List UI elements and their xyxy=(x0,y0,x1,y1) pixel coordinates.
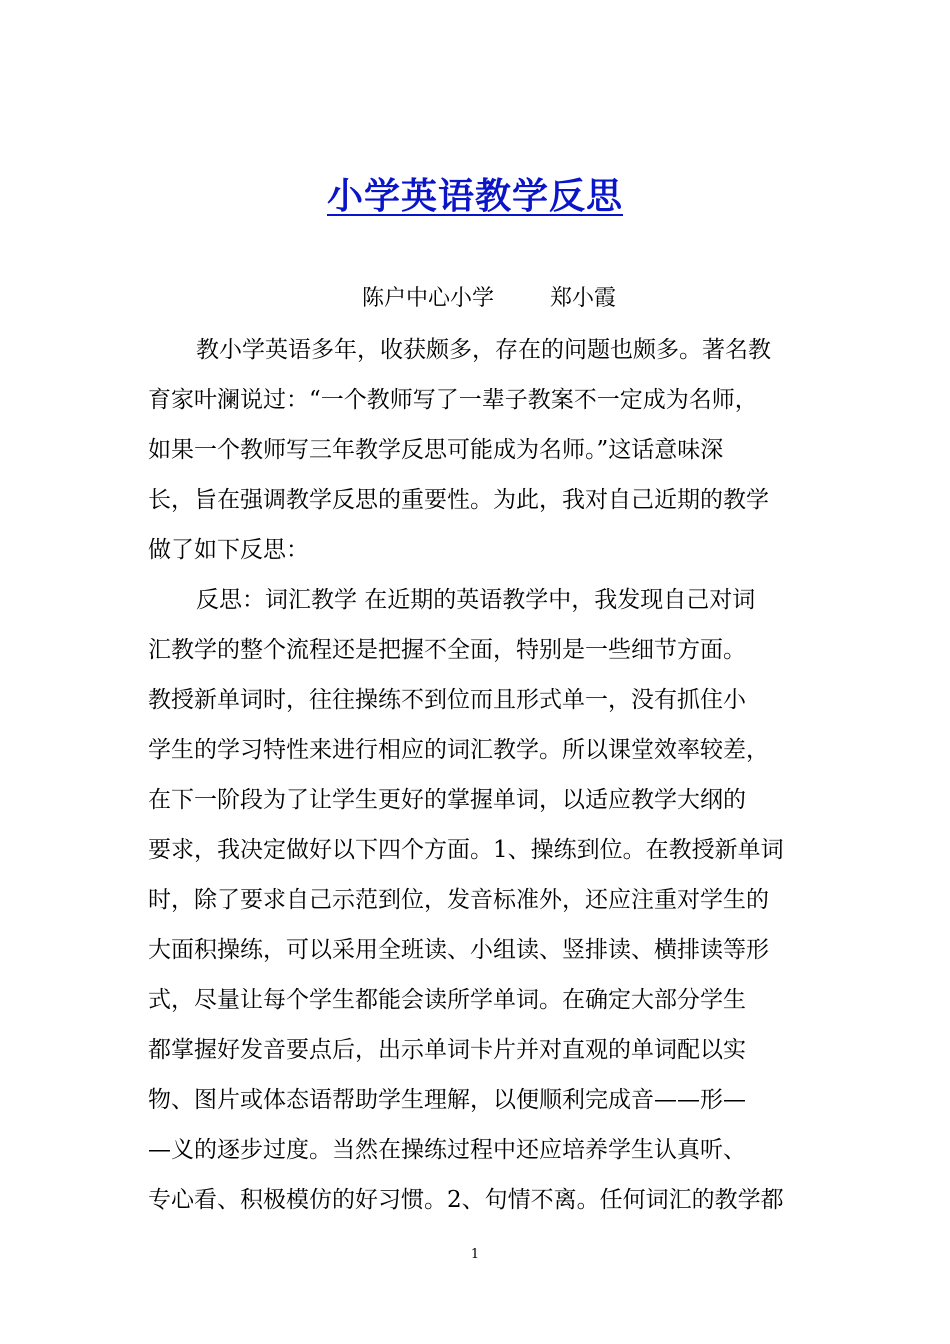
body-line: —义的逐步过度。当然在操练过程中还应培养学生认真听、 xyxy=(148,1137,746,1163)
body-line: 专心看、积极模仿的好习惯。2、句情不离。任何词汇的教学都 xyxy=(148,1187,784,1213)
body-line: 做了如下反思： xyxy=(148,537,309,563)
document-title xyxy=(0,172,950,220)
body-line: 都掌握好发音要点后，出示单词卡片并对直观的单词配以实 xyxy=(148,1037,746,1063)
body-line: 教小学英语多年，收获颇多，存在的问题也颇多。著名教 xyxy=(196,337,771,363)
body-line: 在下一阶段为了让学生更好的掌握单词，以适应教学大纲的 xyxy=(148,787,746,813)
page-number: 1 xyxy=(470,1247,480,1262)
body-line: 反思：词汇教学 在近期的英语教学中，我发现自己对词 xyxy=(196,587,756,613)
body-line: 育家叶澜说过：“一个教师写了一辈子教案不一定成为名师， xyxy=(148,387,758,413)
body-line: 时，除了要求自己示范到位，发音标准外，还应注重对学生的 xyxy=(148,887,769,913)
body-line: 汇教学的整个流程还是把握不全面，特别是一些细节方面。 xyxy=(148,637,746,663)
body-line: 式，尽量让每个学生都能会读所学单词。在确定大部分学生 xyxy=(148,987,746,1013)
body-line: 要求，我决定做好以下四个方面。1、操练到位。在教授新单词 xyxy=(148,837,784,863)
body-line: 物、图片或体态语帮助学生理解，以便顺利完成音——形— xyxy=(148,1087,746,1113)
body-line: 学生的学习特性来进行相应的词汇教学。所以课堂效率较差， xyxy=(148,737,769,763)
body-line: 大面积操练，可以采用全班读、小组读、竖排读、横排读等形 xyxy=(148,937,769,963)
body-line: 教授新单词时，往往操练不到位而且形式单一，没有抓住小 xyxy=(148,687,746,713)
document-body xyxy=(148,332,808,1232)
body-line: 长，旨在强调教学反思的重要性。为此，我对自己近期的教学 xyxy=(148,487,769,513)
document-title-text: 小学英语教学反思 xyxy=(326,175,623,217)
body-line: 如果一个教师写三年教学反思可能成为名师。”这话意味深 xyxy=(148,437,724,463)
author-byline: 陈户中心小学 郑小霞 xyxy=(362,286,616,311)
